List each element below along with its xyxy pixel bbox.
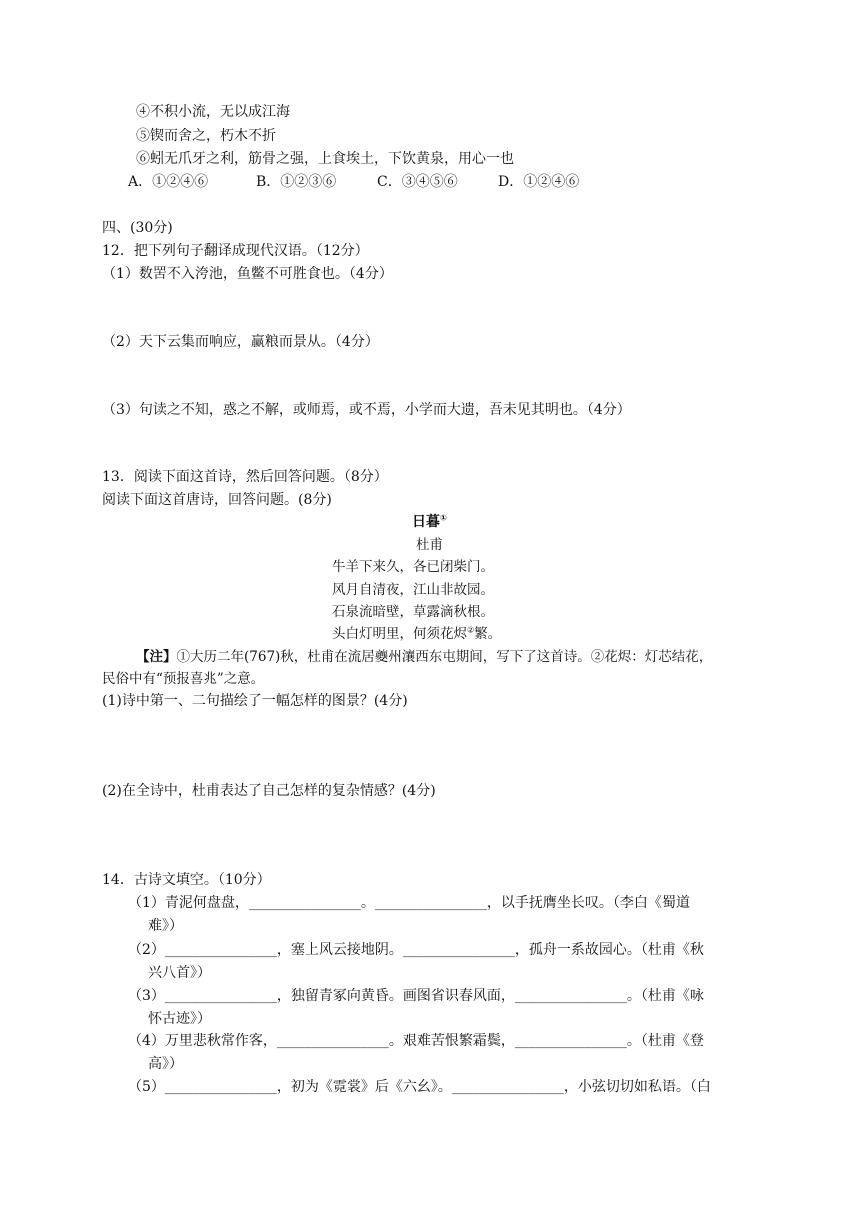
q12-sentence-2: （2）天下云集而响应，赢粮而景从。（4分） — [102, 334, 379, 350]
poem-author: 杜甫 — [416, 537, 443, 553]
q11-item-6: ⑥蚓无爪牙之利，筋骨之强，上食埃土，下饮黄泉，用心一也 — [136, 151, 514, 167]
poem-line-1: 牛羊下来久，各已闭柴门。 — [332, 559, 494, 575]
q14-line-4: （4）万里悲秋常作客，________________。艰难苦恨繁霜鬓，________________。（杜甫《登 — [128, 1033, 704, 1049]
q11-option-d: D．①②④⑥ — [498, 174, 580, 190]
q12-sentence-1: （1）数罟不入洿池，鱼鳖不可胜食也。（4分） — [102, 266, 393, 282]
section-heading: 四、(30分) — [102, 220, 173, 236]
q14-line-5: （5）________________，初为《霓裳》后《六幺》。________________，小弦切切如私语。（白 — [128, 1079, 711, 1095]
q13-stem: 13．阅读下面这首诗，然后回答问题。（8分） — [102, 469, 388, 485]
q13-sub-question-1: (1)诗中第一、二句描绘了一幅怎样的图景？(4分) — [102, 693, 408, 709]
q11-option-c: C．③④⑤⑥ — [377, 174, 458, 190]
q13-sub-question-2: (2)在全诗中，杜甫表达了自己怎样的复杂情感？(4分) — [102, 783, 436, 799]
poem-line-4-footnote-mark: ② — [467, 625, 475, 635]
q13-stem-2: 阅读下面这首唐诗，回答问题。(8分) — [102, 492, 332, 508]
q14-line-3-cont: 怀古迹》） — [148, 1011, 211, 1027]
poem-line-3: 石泉流暗壁，草露滴秋根。 — [332, 604, 494, 620]
q11-item-5: ⑤锲而舍之，朽木不折 — [136, 128, 276, 144]
q11-option-a: A．①②④⑥ — [128, 174, 209, 190]
poem-line-4: 头白灯明里，何须花烬②繁。 — [332, 625, 502, 642]
poem-note-line-1: 【注】①大历二年(767)秋，杜甫在流居夔州瀼西东屯期间，写下了这首诗。②花烬：灯芯结花， — [136, 649, 713, 665]
poem-title: 日暮① — [412, 513, 447, 530]
poem-line-2: 风月自清夜，江山非故园。 — [332, 582, 494, 598]
q14-line-1: （1）青泥何盘盘，________________。________________，以手抚膺坐长叹。（李白《蜀道 — [128, 895, 690, 911]
q11-item-4: ④不积小流，无以成江海 — [136, 104, 290, 120]
q14-stem: 14．古诗文填空。（10分） — [102, 872, 271, 888]
q14-line-4-cont: 高》） — [148, 1056, 183, 1072]
q12-sentence-3: （3）句读之不知，惑之不解，或师焉，或不焉，小学而大遗，吾未见其明也。（4分） — [102, 402, 631, 418]
note-label: 【注】 — [136, 649, 177, 665]
q14-line-2-cont: 兴八首》） — [148, 965, 211, 981]
q14-line-2: （2）________________，塞上风云接地阴。________________，孤舟一系故园心。（杜甫《秋 — [128, 942, 704, 958]
q14-line-3: （3）________________，独留青冢向黄昏。画图省识春风面，________________。（杜甫《咏 — [128, 988, 704, 1004]
q12-stem: 12．把下列句子翻译成现代汉语。（12分） — [102, 243, 369, 259]
poem-title-footnote-mark: ① — [440, 513, 447, 523]
q14-line-1-cont: 难》） — [148, 918, 183, 934]
poem-note-line-2: 民俗中有“预报喜兆”之意。 — [102, 671, 265, 687]
q11-option-b: B．①②③⑥ — [256, 174, 337, 190]
